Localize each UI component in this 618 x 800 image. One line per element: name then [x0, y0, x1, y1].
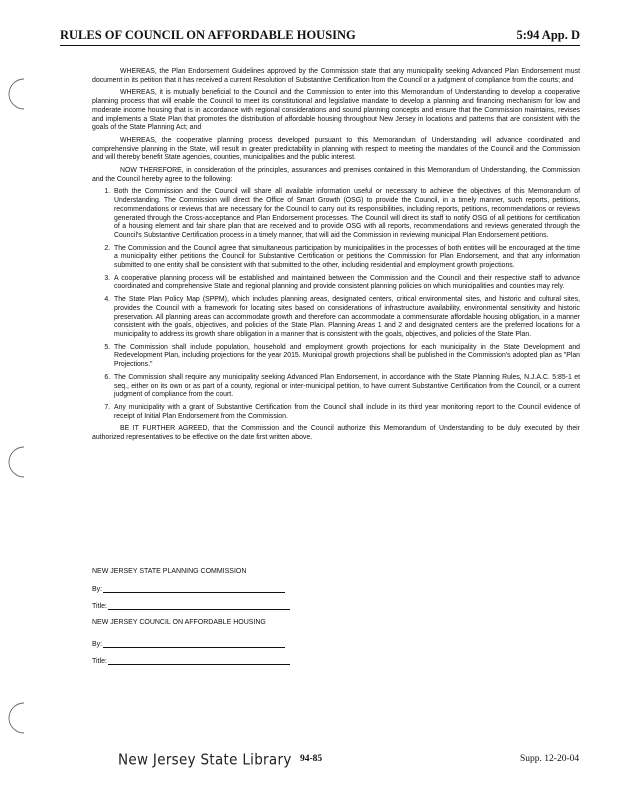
agreement-item: 7. Any municipality with a grant of Substantive Certification from the Council shall include in its third year monitoring report to the Council evidence of receipt of Initial Plan Endorsement from the Commission.: [112, 404, 580, 421]
page-number: 94-85: [300, 754, 323, 764]
signatory-org: NEW JERSEY STATE PLANNING COMMISSION: [92, 568, 247, 575]
library-stamp: New Jersey State Library: [118, 751, 292, 769]
by-label: By:: [92, 641, 103, 648]
signature-title-line: [92, 657, 392, 665]
signature-rule: [108, 657, 290, 665]
now-therefore-paragraph: NOW THEREFORE, in consideration of the principles, assurances and premises contained in this Memorandum of Understanding, the Commission and the Council hereby agree to the following:: [92, 167, 580, 183]
binder-hole-mark: [2, 444, 32, 480]
supplement-date: Supp. 12-20-04: [520, 754, 580, 764]
signature-by-line: [92, 640, 392, 648]
agreement-item: 4. The State Plan Policy Map (SPPM), which includes planning areas, designated centers, critical environmental sites, and historic and cultural sites, provides the Council with a framework for locating sites based on considerations of infrastructure availability, environmental sensitivity and historic preservation. All planning areas can accommodate growth and therefore can accommodate a commensurate affordable housing obligation, in a manner consistent with the goals, objectives, and policies of the State Plan. Planning Areas 1 and 2 and designated centers are the preferred locations for a municipality to address its growth share obligation in a manner that is consistent with the goals, objectives, and policies of the State Plan.: [112, 296, 580, 340]
agreement-item: 5. The Commission shall include population, household and employment growth projections for each municipality in the State Development and Redevelopment Plan, including projections for the year 2015. Municipal growth projections shall be published in the Commission's adopted plan as "Plan Projections.": [112, 344, 580, 370]
memorandum-body: [92, 68, 580, 447]
agreement-item: 3. A cooperative planning process will be established and maintained between the Commission and the Council and their respective staff to advance coordinated and comprehensive State and regional planning and provide consistent planning policies on which municipalities and counties may rely.: [112, 275, 580, 292]
signature-by-line: [92, 585, 392, 593]
whereas-paragraph: WHEREAS, it is mutually beneficial to the Council and the Commission to enter into this Memorandum of Understanding to develop a cooperative planning process that will enable the Council to meet its constitutional and legislative mandate to develop a planning and financing mechanism for low and moderate income housing that is in accordance with regional considerations and sound planning concepts and ensure that the Commission maintains, revises and implements a State Plan that promotes the distribution of affordable housing throughout New Jersey in locations and patterns that are consistent with the goals of the State Planning Act; and: [92, 89, 580, 132]
page-header: [60, 28, 580, 46]
agreement-list: [92, 188, 580, 421]
signature-title-line: [92, 602, 392, 610]
title-label: Title:: [92, 658, 107, 665]
binder-hole-mark: [2, 700, 32, 736]
agreement-item: 1. Both the Commission and the Council will share all available information useful or necessary to achieve the objectives of this Memorandum of Understanding. The Commission will direct the Office of Smart Growth (OSG) to provide the Council, in a timely manner, such reports, petitions, recommendations or reviews that are necessary for the Council to carry out its responsibilities, including reports, petitions, recommendations or reviews generated through the Cross-acceptance and Plan Endorsement processes. The Council will direct its staff to notify OSG of all petitions for certification of a housing element and fair share plan that are received and to provide OSG with all reports, recommendations and reviews generated through the Council's Substantive Certification process in a timely manner, that will aid the Commission in reviewing municipal Plan Endorsement petitions.: [112, 188, 580, 240]
signature-rule: [103, 640, 285, 648]
binder-hole-mark: [2, 76, 32, 112]
agreement-item: 2. The Commission and the Council agree that simultaneous participation by municipalities in the processes of both entities will be encouraged at the time a municipality either petitions the Council for Substantive Certification or petitions the Commission for Plan Endorsement, and that any information submitted to one entity shall be consistent with that submitted to the other, including residential and employment growth projections.: [112, 245, 580, 271]
signatory-org: NEW JERSEY COUNCIL ON AFFORDABLE HOUSING: [92, 619, 266, 626]
closing-paragraph: BE IT FURTHER AGREED, that the Commission and the Council authorize this Memorandum of Understanding to be duly executed by their authorized representatives to be effective on the date first written above.: [92, 425, 580, 442]
signature-rule: [103, 585, 285, 593]
signature-block: [92, 568, 392, 674]
title-label: Title:: [92, 603, 107, 610]
whereas-paragraph: WHEREAS, the Plan Endorsement Guidelines approved by the Commission state that any municipality seeking Advanced Plan Endorsement must document in its petition that it has received a current Resolution of Substantive Certification from the Council or a judgment of compliance from the courts; and: [92, 68, 580, 84]
whereas-paragraph: WHEREAS, the cooperative planning process developed pursuant to this Memorandum of Understanding will advance coordinated and comprehensive planning in the State, will result in greater predictability in planning with respect to meeting the mandates of the Council and the Commission and will thereby benefit State agencies, counties, municipalities and the public interest.: [92, 136, 580, 162]
section-number: 5:94 App. D: [516, 28, 580, 42]
by-label: By:: [92, 586, 103, 593]
running-title: RULES OF COUNCIL ON AFFORDABLE HOUSING: [60, 28, 356, 42]
agreement-item: 6. The Commission shall require any municipality seeking Advanced Plan Endorsement, in accordance with the State Planning Rules, N.J.A.C. 5:85-1 et seq., either on its own or as part of a county, regional or inter-municipal petition, to have current Substantive Certification from the Council, or a current judgment of compliance from the court.: [112, 374, 580, 400]
signature-rule: [108, 602, 290, 610]
